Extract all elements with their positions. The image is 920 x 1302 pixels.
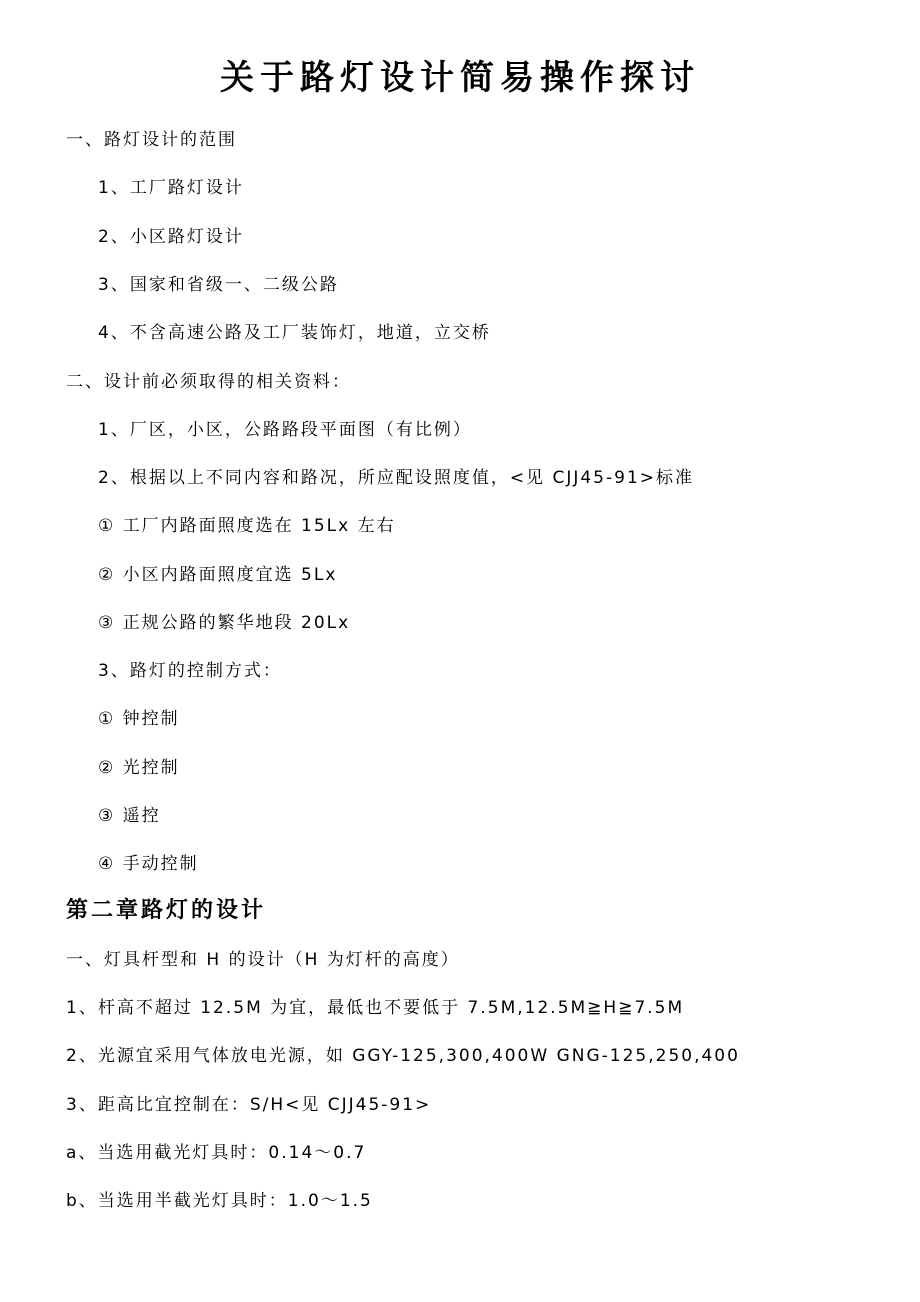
- list-item: ② 小区内路面照度宜选 5Lx: [98, 565, 338, 585]
- list-item: 3、路灯的控制方式：: [98, 661, 282, 681]
- list-item: 1、厂区，小区，公路路段平面图（有比例）: [98, 420, 472, 440]
- chapter-heading: 第二章路灯的设计: [66, 898, 267, 923]
- section-heading-pole-design: 一、灯具杆型和 H 的设计（H 为灯杆的高度）: [66, 950, 460, 970]
- list-item: 1、杆高不超过 12.5M 为宜，最低也不要低于 7.5M,12.5M≧H≧7.5M: [66, 998, 685, 1018]
- list-item: ① 工厂内路面照度选在 15Lx 左右: [98, 516, 396, 536]
- list-item: 3、距高比宜控制在：S/H<见 CJJ45-91>: [66, 1095, 432, 1115]
- list-item: 3、国家和省级一、二级公路: [98, 275, 339, 295]
- list-item: a、当选用截光灯具时：0.14～0.7: [66, 1143, 367, 1163]
- list-item: 4、不含高速公路及工厂装饰灯，地道，立交桥: [98, 323, 491, 343]
- list-item: ④ 手动控制: [98, 854, 199, 874]
- list-item: 1、工厂路灯设计: [98, 178, 244, 198]
- list-item: 2、光源宜采用气体放电光源，如 GGY-125,300,400W GNG-125,250,400: [66, 1046, 740, 1066]
- list-item: ② 光控制: [98, 758, 180, 778]
- list-item: ① 钟控制: [98, 709, 180, 729]
- section-heading-scope: 一、路灯设计的范围: [66, 130, 237, 150]
- list-item: 2、小区路灯设计: [98, 227, 244, 247]
- list-item: ③ 遥控: [98, 806, 161, 826]
- list-item: ③ 正规公路的繁华地段 20Lx: [98, 613, 351, 633]
- document-title: 关于路灯设计简易操作探讨: [220, 58, 700, 98]
- list-item: b、当选用半截光灯具时：1.0～1.5: [66, 1191, 373, 1211]
- section-heading-materials: 二、设计前必须取得的相关资料：: [66, 372, 351, 392]
- list-item: 2、根据以上不同内容和路况，所应配设照度值，<见 CJJ45-91>标准: [98, 468, 695, 488]
